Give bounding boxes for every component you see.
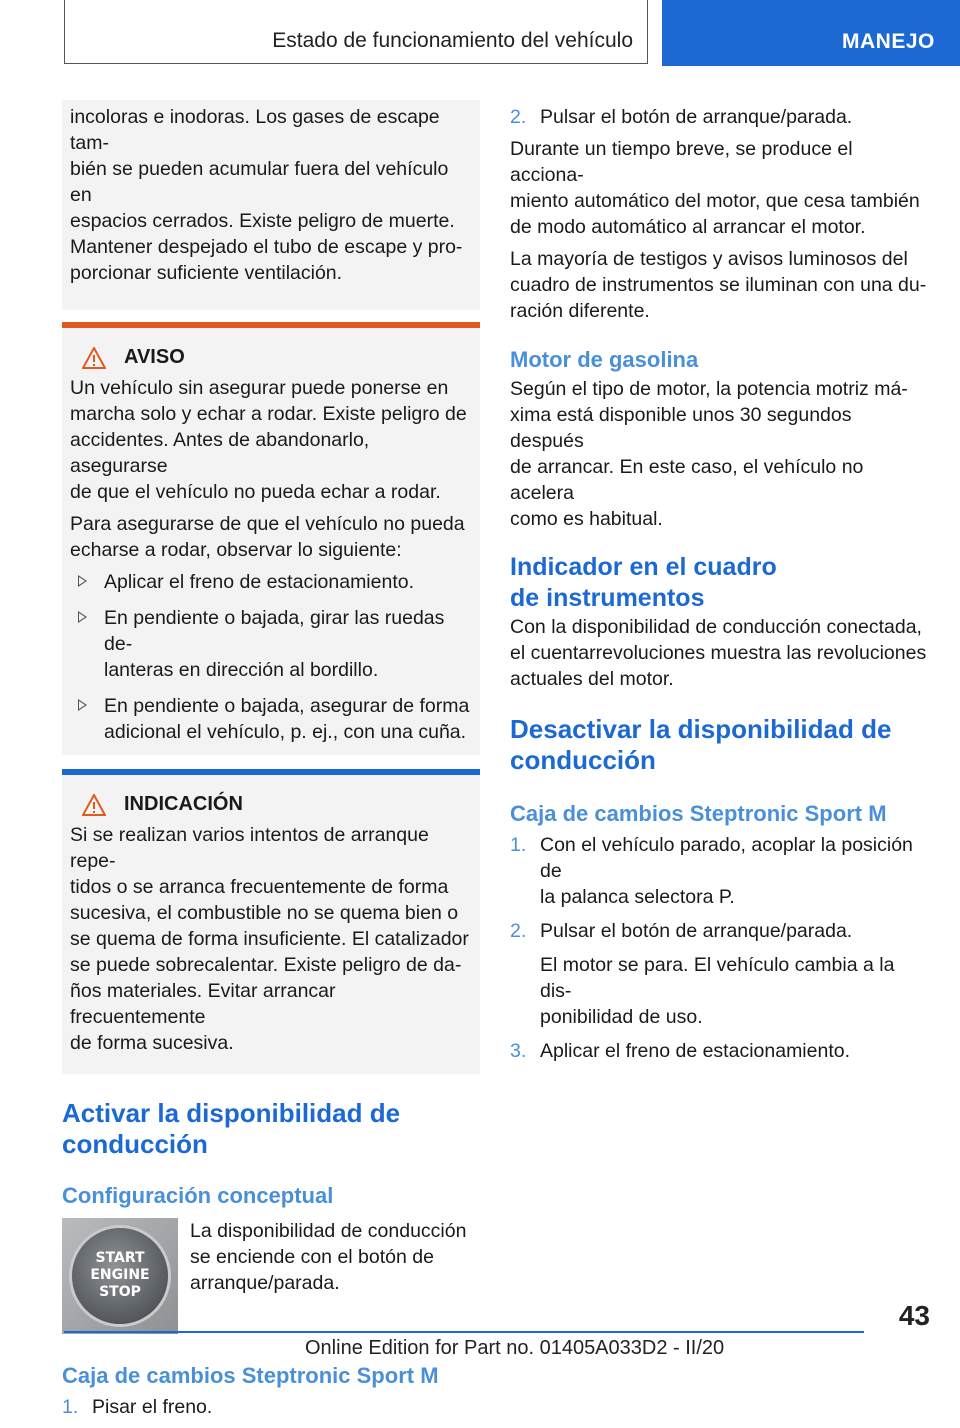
page-number: 43 xyxy=(898,1300,930,1331)
start-stop-label xyxy=(62,1250,178,1301)
chapter-tab xyxy=(662,0,960,66)
bullet-triangle-icon xyxy=(78,575,87,587)
note-box xyxy=(62,769,480,1074)
heading-line: de instrumentos xyxy=(510,584,705,612)
body-text: Durante un tiempo breve, se produce el acciona- xyxy=(510,138,853,186)
heading-activate xyxy=(62,1098,480,1160)
body-text: Según el tipo de motor, la potencia motriz má- xyxy=(510,378,908,400)
bullet-text: adicional el vehículo, p. ej., con una cuña. xyxy=(104,721,467,743)
step-text: Pulsar el botón de arranque/parada. xyxy=(540,106,853,128)
step-number: 2. xyxy=(510,106,527,128)
body-text: de modo automático al arrancar el motor. xyxy=(510,216,866,238)
intro-line: Mantener despejado el tubo de escape y pro- xyxy=(70,236,463,258)
note-text: se quema de forma insuficiente. El catalizador xyxy=(70,928,469,950)
heading-line: Activar la disponibilidad de xyxy=(62,1098,401,1128)
note-text: Si se realizan varios intentos de arranque repe- xyxy=(70,824,429,872)
chapter-tab-label: MANEJO xyxy=(842,30,935,53)
step-number: 2. xyxy=(510,920,527,942)
warning-text: Para asegurarse de que el vehículo no pueda xyxy=(70,513,465,535)
heading-line: conducción xyxy=(62,1129,208,1159)
edition-text: Online Edition for Part no. 01405A033D2 - II/20 xyxy=(305,1337,725,1359)
list-item xyxy=(70,569,470,595)
list-item xyxy=(70,605,470,683)
bullet-text: lanteras en dirección al bordillo. xyxy=(104,659,379,681)
body-text: el cuentarrevoluciones muestra las revoluciones xyxy=(510,642,927,664)
step-item xyxy=(510,832,930,910)
heading-gearbox: Caja de cambios Steptronic Sport M xyxy=(62,1363,439,1388)
step-number: 3. xyxy=(510,1040,527,1062)
list-item xyxy=(70,693,470,745)
step-text: Aplicar el freno de estacionamiento. xyxy=(540,1040,851,1062)
step-item xyxy=(510,104,930,130)
note-heading xyxy=(70,793,470,816)
step-text: Pulsar el botón de arranque/parada. xyxy=(540,920,853,942)
note-text: tidos o se arranca frecuentemente de forma xyxy=(70,876,449,898)
concept-block xyxy=(62,1218,480,1336)
warning-text: accidentes. Antes de abandonarlo, asegurarse xyxy=(70,429,370,477)
step-item xyxy=(510,918,930,944)
start-stop-button-image xyxy=(62,1218,178,1334)
body-text: ración diferente. xyxy=(510,300,650,322)
start-label: START xyxy=(95,1250,145,1266)
body-text: xima está disponible unos 30 segundos después xyxy=(510,404,852,452)
warning-title: AVISO xyxy=(124,346,185,368)
body-text: La mayoría de testigos y avisos luminosos del xyxy=(510,248,908,270)
step-number: 1. xyxy=(62,1396,79,1418)
concept-text: se enciende con el botón de xyxy=(190,1246,434,1268)
bullet-text: En pendiente o bajada, asegurar de forma xyxy=(104,695,470,717)
warning-heading xyxy=(70,346,470,369)
step-number: 1. xyxy=(510,834,527,856)
step-text: la palanca selectora P. xyxy=(540,886,735,908)
concept-text: arranque/parada. xyxy=(190,1272,340,1294)
step-item xyxy=(510,1038,930,1064)
bullet-triangle-icon xyxy=(78,611,87,623)
body-text: Con la disponibilidad de conducción conectada, xyxy=(510,616,922,638)
warning-text: echarse a rodar, observar lo siguiente: xyxy=(70,539,402,561)
paragraph xyxy=(510,246,930,324)
note-text: se puede sobrecalentar. Existe peligro de da- xyxy=(70,954,462,976)
heading-indicator xyxy=(510,552,930,614)
heading-gearbox: Caja de cambios Steptronic Sport M xyxy=(510,801,887,826)
step-note xyxy=(510,952,930,1030)
bullet-text: Aplicar el freno de estacionamiento. xyxy=(104,571,415,593)
bullet-text: En pendiente o bajada, girar las ruedas de- xyxy=(104,607,445,655)
step-text: ponibilidad de uso. xyxy=(540,1006,703,1028)
warning-triangle-icon xyxy=(82,347,106,369)
step-text: El motor se para. El vehículo cambia a la dis- xyxy=(540,954,895,1002)
body-text: cuadro de instrumentos se iluminan con una du- xyxy=(510,274,927,296)
bullet-triangle-icon xyxy=(78,699,87,711)
concept-text: La disponibilidad de conducción xyxy=(190,1220,467,1242)
heading-deactivate xyxy=(510,714,930,776)
body-text: actuales del motor. xyxy=(510,668,674,690)
warning-box xyxy=(62,322,480,755)
step-text: Con el vehículo parado, acoplar la posición de xyxy=(540,834,913,882)
right-column xyxy=(510,100,930,1072)
note-text: ños materiales. Evitar arrancar frecuentemente xyxy=(70,980,336,1028)
body-text: como es habitual. xyxy=(510,508,663,530)
paragraph xyxy=(510,136,930,240)
heading-line: Desactivar la disponibilidad de xyxy=(510,714,892,744)
left-column xyxy=(62,100,480,1428)
stop-label: STOP xyxy=(99,1284,141,1300)
warning-text: Un vehículo sin asegurar puede ponerse en xyxy=(70,377,449,399)
intro-line: bién se pueden acumular fuera del vehículo en xyxy=(70,158,449,206)
body-text: miento automático del motor, que cesa también xyxy=(510,190,920,212)
header-section xyxy=(64,0,648,64)
intro-line: porcionar suficiente ventilación. xyxy=(70,262,343,284)
section-title: Estado de funcionamiento del vehículo xyxy=(272,29,633,52)
warning-bullet-list xyxy=(70,569,470,745)
heading-line: conducción xyxy=(510,745,656,775)
note-text: sucesiva, el combustible no se quema bien o xyxy=(70,902,459,924)
steps-list-continued xyxy=(510,104,930,130)
body-text: de arrancar. En este caso, el vehículo no acelera xyxy=(510,456,864,504)
step-text: Pisar el freno. xyxy=(92,1396,213,1418)
steps-list xyxy=(62,1394,480,1420)
step-item xyxy=(62,1394,480,1420)
warning-text: de que el vehículo no pueda echar a rodar. xyxy=(70,481,441,503)
warning-triangle-icon xyxy=(82,794,106,816)
engine-label: ENGINE xyxy=(90,1267,150,1283)
intro-box xyxy=(62,100,480,310)
note-text: de forma sucesiva. xyxy=(70,1032,234,1054)
heading-line: Indicador en el cuadro xyxy=(510,553,777,581)
intro-line: espacios cerrados. Existe peligro de muerte. xyxy=(70,210,455,232)
steps-list xyxy=(510,832,930,1064)
heading-gasoline: Motor de gasolina xyxy=(510,347,699,372)
footer-divider xyxy=(64,1331,864,1333)
note-title: INDICACIÓN xyxy=(124,793,243,815)
warning-text: marcha solo y echar a rodar. Existe peligro de xyxy=(70,403,467,425)
heading-concept: Configuración conceptual xyxy=(62,1183,334,1208)
intro-line: incoloras e inodoras. Los gases de escape tam- xyxy=(70,106,440,154)
